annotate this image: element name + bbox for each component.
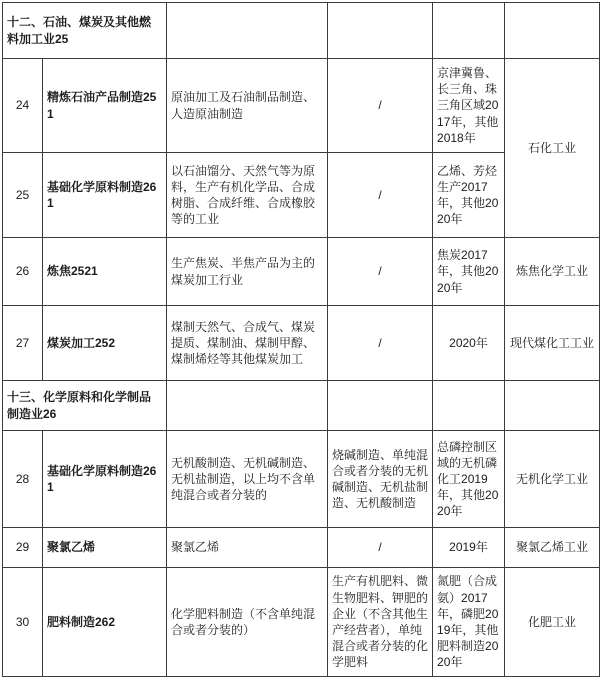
implementation-years: 氮肥（合成氨）2017年，磷肥2019年，其他肥料制造2020年 xyxy=(433,568,505,677)
row-number: 27 xyxy=(3,306,43,381)
table-body xyxy=(3,3,600,677)
row-number: 25 xyxy=(3,153,43,238)
industry-scope: 以石油馏分、天然气等为原料，生产有机化学品、合成树脂、合成纤维、合成橡胶等的工业 xyxy=(167,153,328,238)
table-row-24 xyxy=(3,59,600,153)
table-cell xyxy=(505,381,600,431)
implementation-years: 2019年 xyxy=(433,528,505,568)
table-cell xyxy=(167,381,328,431)
implementation-years: 乙烯、芳烃生产2017年，其他2020年 xyxy=(433,153,505,238)
industry-scope: 煤制天然气、合成气、煤炭提质、煤制油、煤制甲醇、煤制烯烃等其他煤炭加工 xyxy=(167,306,328,381)
industry-category: 无机化学工业 xyxy=(505,431,600,528)
industry-category: 石化工业 xyxy=(505,59,600,238)
industry-scope: 化学肥料制造（不含单纯混合或者分装的） xyxy=(167,568,328,677)
table-cell xyxy=(328,3,433,59)
implementation-years: 2020年 xyxy=(433,306,505,381)
table-row-28 xyxy=(3,431,600,528)
table-cell xyxy=(433,3,505,59)
industry-exclusion: / xyxy=(328,59,433,153)
section-header-row-13 xyxy=(3,381,600,431)
industry-scope: 原油加工及石油制品制造、人造原油制造 xyxy=(167,59,328,153)
industry-name: 基础化学原料制造261 xyxy=(43,431,167,528)
section-header-row-12 xyxy=(3,3,600,59)
industry-classification-table xyxy=(2,2,600,677)
row-number: 24 xyxy=(3,59,43,153)
table-cell xyxy=(505,3,600,59)
industry-name: 肥料制造262 xyxy=(43,568,167,677)
table-row-26 xyxy=(3,238,600,306)
section-13-title: 十三、化学原料和化学制品制造业26 xyxy=(3,381,167,431)
table-cell xyxy=(167,3,328,59)
section-12-title: 十二、石油、煤炭及其他燃料加工业25 xyxy=(3,3,167,59)
industry-exclusion: 烧碱制造、单纯混合或者分装的无机碱制造、无机盐制造、无机酸制造 xyxy=(328,431,433,528)
industry-exclusion: / xyxy=(328,153,433,238)
industry-scope: 生产焦炭、半焦产品为主的煤炭加工行业 xyxy=(167,238,328,306)
industry-name: 聚氯乙烯 xyxy=(43,528,167,568)
industry-exclusion: / xyxy=(328,238,433,306)
row-number: 26 xyxy=(3,238,43,306)
industry-category: 炼焦化学工业 xyxy=(505,238,600,306)
table-row-30 xyxy=(3,568,600,677)
row-number: 28 xyxy=(3,431,43,528)
industry-name: 炼焦2521 xyxy=(43,238,167,306)
implementation-years: 京津冀鲁、长三角、珠三角区域2017年，其他2018年 xyxy=(433,59,505,153)
industry-exclusion: / xyxy=(328,528,433,568)
industry-exclusion: 生产有机肥料、微生物肥料、钾肥的企业（不含其他生产经营者），单纯混合或者分装的化学肥料 xyxy=(328,568,433,677)
industry-name: 精炼石油产品制造251 xyxy=(43,59,167,153)
implementation-years: 总磷控制区域的无机磷化工2019年，其他2020年 xyxy=(433,431,505,528)
table-row-29 xyxy=(3,528,600,568)
implementation-years: 焦炭2017年，其他2020年 xyxy=(433,238,505,306)
industry-category: 化肥工业 xyxy=(505,568,600,677)
table-cell xyxy=(433,381,505,431)
industry-category: 现代煤化工工业 xyxy=(505,306,600,381)
industry-scope: 无机酸制造、无机碱制造、无机盐制造，以上均不含单纯混合或者分装的 xyxy=(167,431,328,528)
industry-category: 聚氯乙烯工业 xyxy=(505,528,600,568)
row-number: 29 xyxy=(3,528,43,568)
industry-exclusion: / xyxy=(328,306,433,381)
table-row-27 xyxy=(3,306,600,381)
row-number: 30 xyxy=(3,568,43,677)
industry-scope: 聚氯乙烯 xyxy=(167,528,328,568)
industry-name: 基础化学原料制造261 xyxy=(43,153,167,238)
table-cell xyxy=(328,381,433,431)
industry-name: 煤炭加工252 xyxy=(43,306,167,381)
